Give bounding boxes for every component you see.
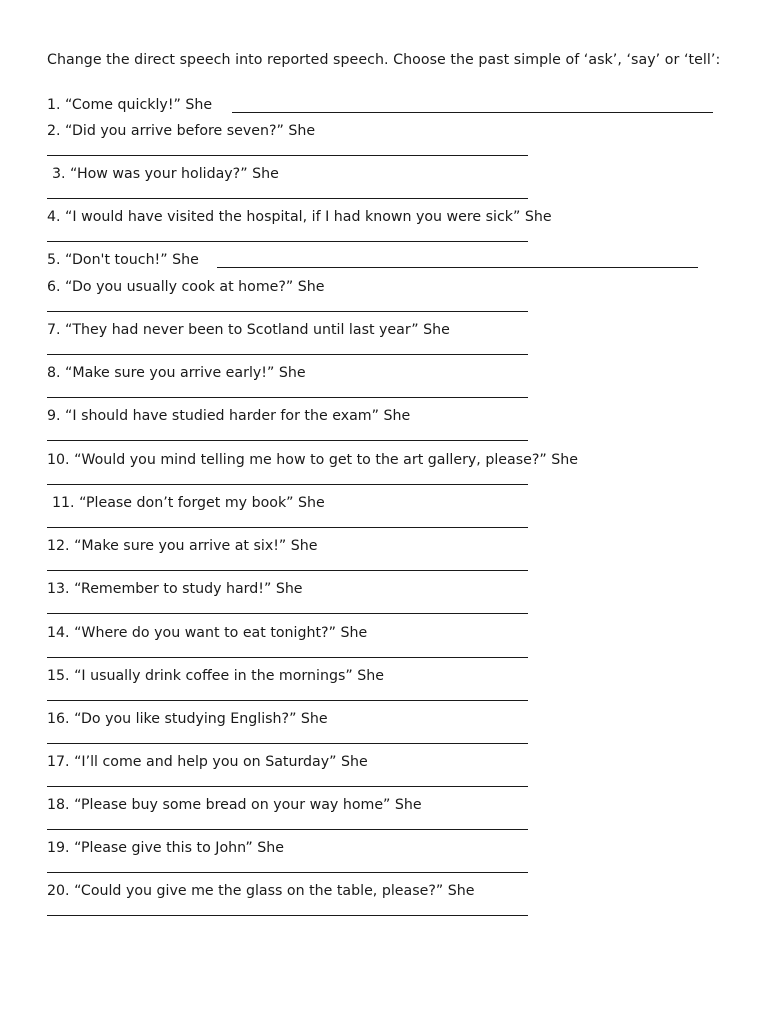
question-17: 17. “I’ll come and help you on Saturday” She (47, 754, 368, 770)
question-2: 2. “Did you arrive before seven?” She (47, 123, 316, 139)
answer-line-2[interactable] (47, 155, 528, 156)
question-3: 3. “How was your holiday?” She (52, 166, 279, 182)
answer-line-20[interactable] (47, 915, 528, 916)
answer-line-9[interactable] (47, 440, 528, 441)
answer-line-18[interactable] (47, 829, 528, 830)
answer-line-19[interactable] (47, 872, 528, 873)
question-10: 10. “Would you mind telling me how to get to the art gallery, please?” She (47, 452, 578, 468)
answer-line-6[interactable] (47, 311, 528, 312)
answer-line-16[interactable] (47, 743, 528, 744)
answer-line-13[interactable] (47, 613, 528, 614)
question-5: 5. “Don't touch!” She (47, 252, 199, 268)
question-8: 8. “Make sure you arrive early!” She (47, 365, 306, 381)
answer-line-8[interactable] (47, 397, 528, 398)
question-6: 6. “Do you usually cook at home?” She (47, 279, 325, 295)
answer-line-11[interactable] (47, 527, 528, 528)
answer-line-15[interactable] (47, 700, 528, 701)
question-15: 15. “I usually drink coffee in the mornings” She (47, 668, 384, 684)
question-20: 20. “Could you give me the glass on the table, please?” She (47, 883, 475, 899)
answer-line-10[interactable] (47, 484, 528, 485)
question-9: 9. “I should have studied harder for the exam” She (47, 408, 411, 424)
question-4: 4. “I would have visited the hospital, if I had known you were sick” She (47, 209, 552, 225)
answer-line-1[interactable] (232, 112, 713, 113)
answer-line-4[interactable] (47, 241, 528, 242)
instructions-heading: Change the direct speech into reported speech. Choose the past simple of ‘ask’, ‘say’ or ‘tell’: (47, 52, 721, 68)
answer-line-12[interactable] (47, 570, 528, 571)
question-19: 19. “Please give this to John” She (47, 840, 284, 856)
answer-line-7[interactable] (47, 354, 528, 355)
question-11: 11. “Please don’t forget my book” She (52, 495, 325, 511)
answer-line-5[interactable] (217, 267, 698, 268)
question-18: 18. “Please buy some bread on your way home” She (47, 797, 422, 813)
answer-line-3[interactable] (47, 198, 528, 199)
question-13: 13. “Remember to study hard!” She (47, 581, 303, 597)
question-1: 1. “Come quickly!” She (47, 97, 213, 113)
question-7: 7. “They had never been to Scotland until last year” She (47, 322, 450, 338)
answer-line-17[interactable] (47, 786, 528, 787)
question-14: 14. “Where do you want to eat tonight?” She (47, 625, 368, 641)
question-16: 16. “Do you like studying English?” She (47, 711, 328, 727)
answer-line-14[interactable] (47, 657, 528, 658)
question-12: 12. “Make sure you arrive at six!” She (47, 538, 318, 554)
